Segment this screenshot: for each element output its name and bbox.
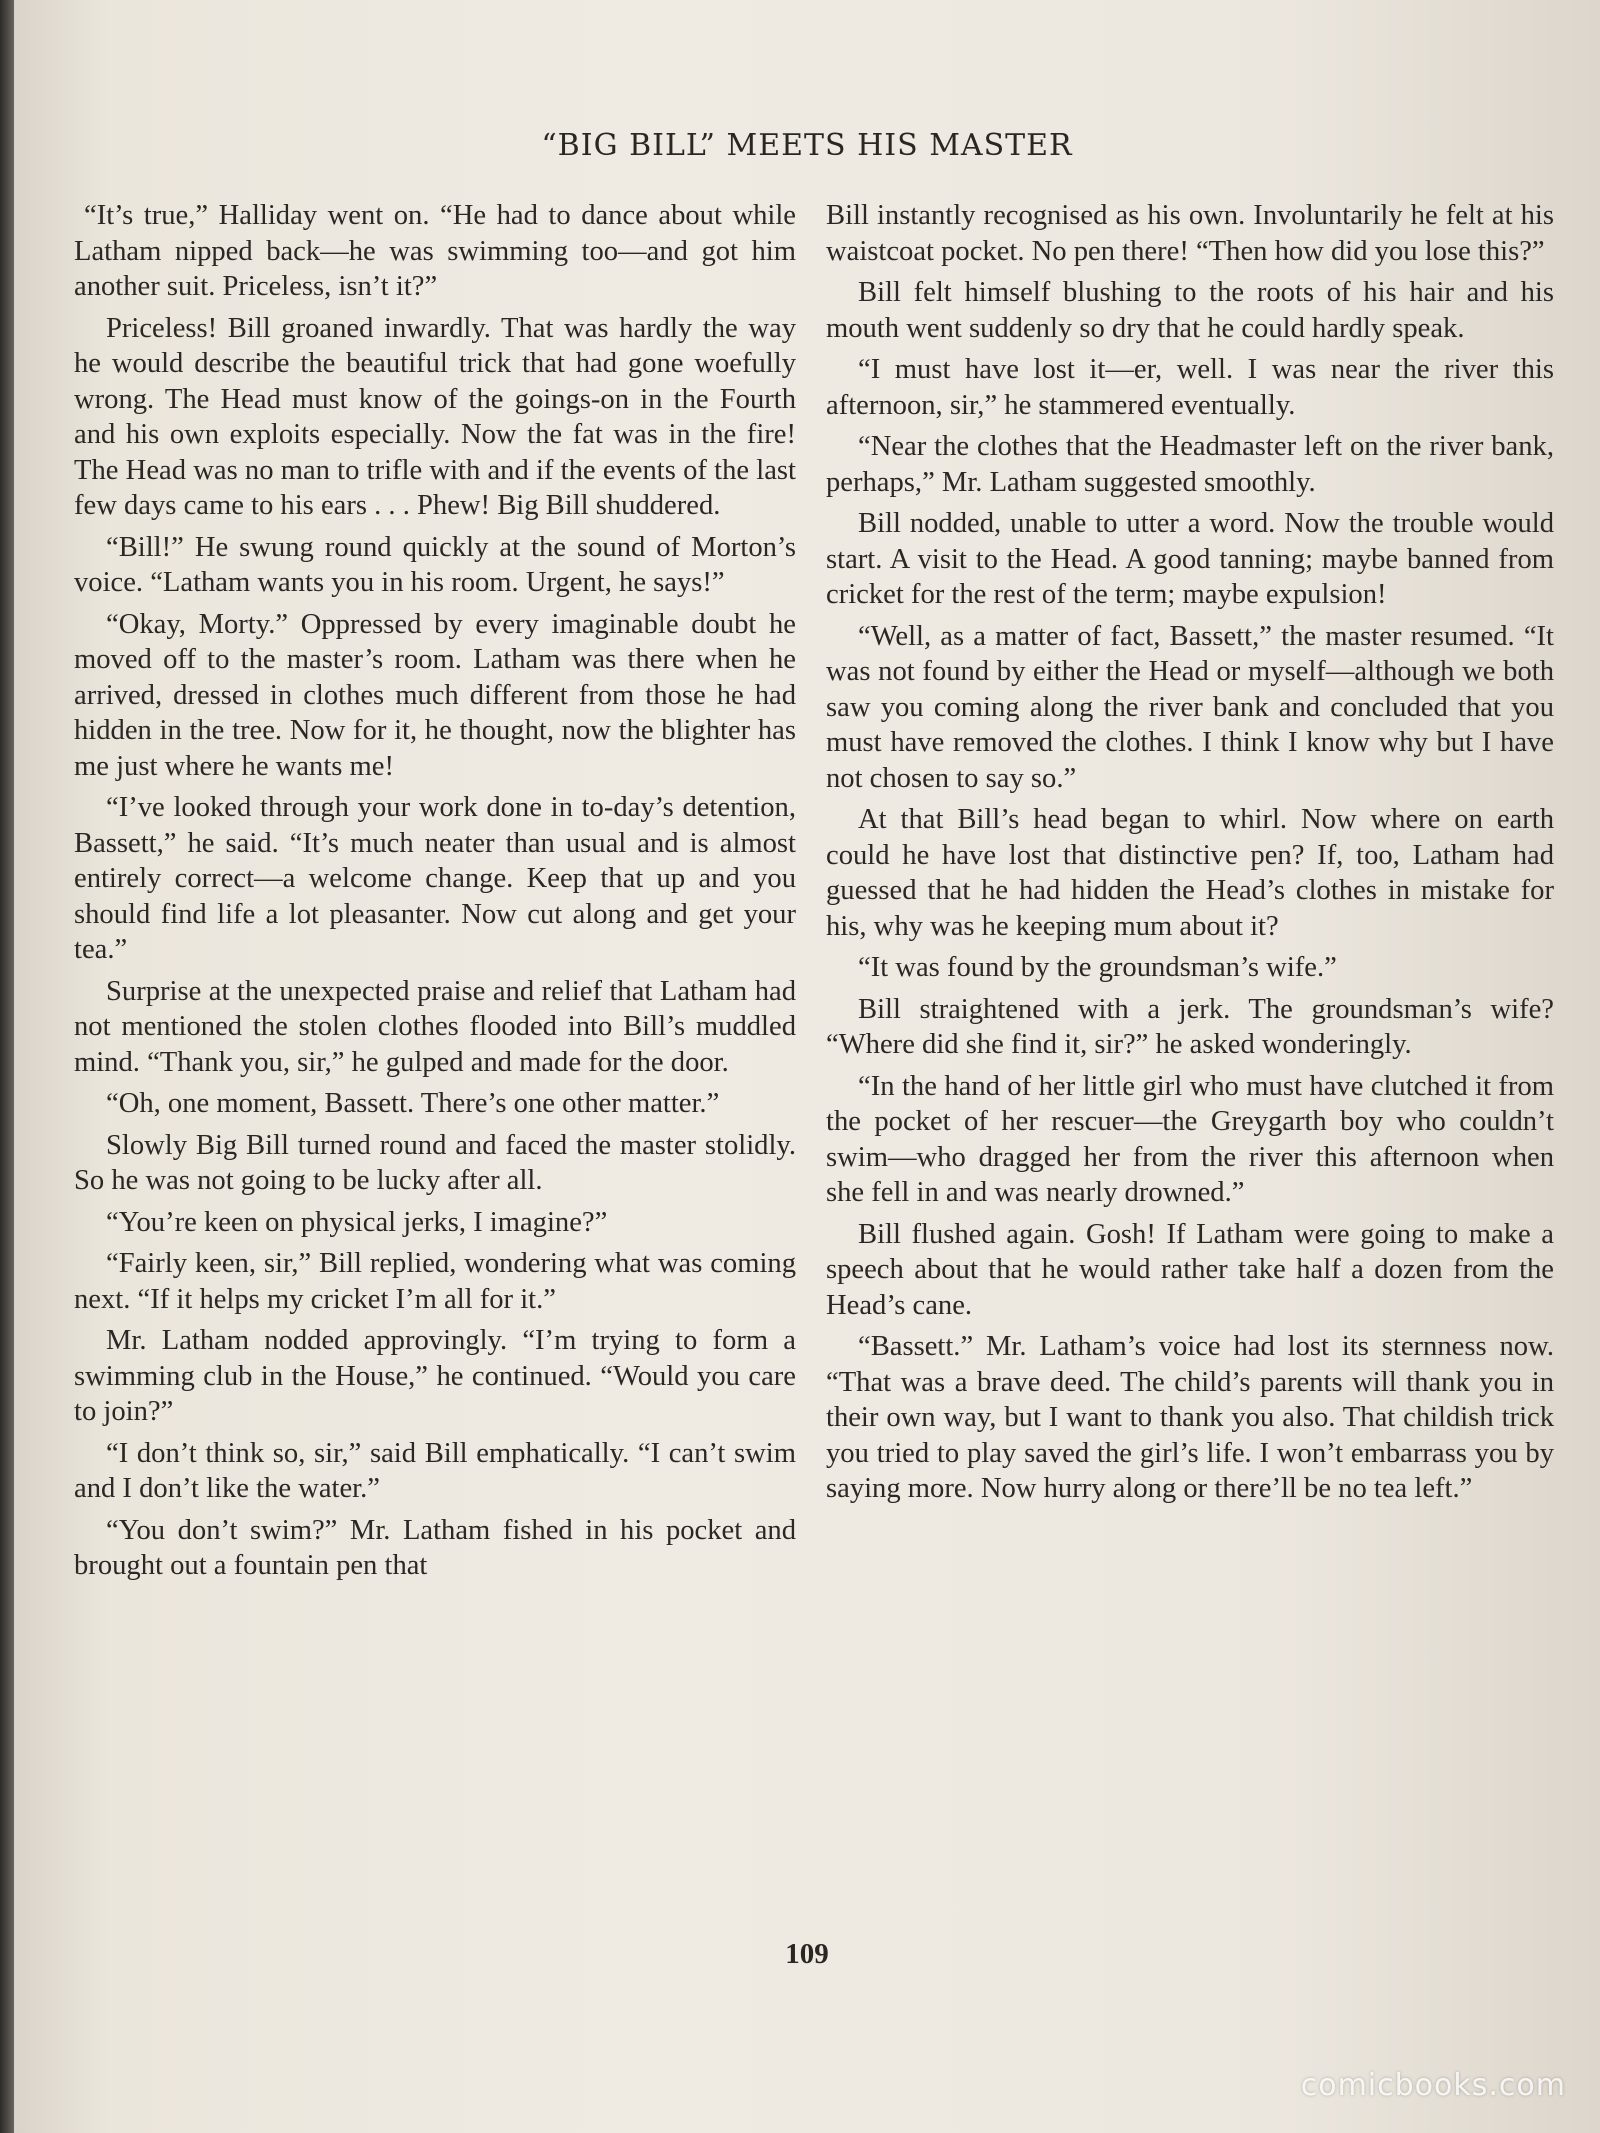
book-page [14,0,1600,2133]
paragraph: Priceless! Bill groaned inwardly. That was hardly the way he would describe the beautiful trick that had gone woefully wrong. The Head must know of the goings-on in the Fourth and his own exploits especially. Now the fat was in the fire! The Head was no man to trifle with and if the events of the last few days came to his ears . . . Phew! Big Bill shuddered. [74,312,796,521]
page-number: 109 [785,1938,829,1970]
paragraph: “In the hand of her little girl who must have clutched it from the pocket of her rescuer—the Greygarth boy who couldn’t swim—who dragged her from the river this afternoon when she fell in and was nearly drowned.” [826,1070,1554,1208]
paragraph: “Well, as a matter of fact, Bassett,” the master resumed. “It was not found by either the Head or myself—although we both saw you coming along the river bank and concluded that you must have removed the clothes. I think I know why but I have not chosen to say so.” [826,620,1554,794]
paragraph: “I’ve looked through your work done in to-day’s detention, Bassett,” he said. “It’s much neater than usual and is almost entirely correct—a welcome change. Keep that up and you should find life a lot pleasanter. Now cut along and get your tea.” [74,792,796,965]
paragraph: Bill instantly recognised as his own. Involuntarily he felt at his waistcoat pocket. No pen there! “Then how did you lose this?” [826,200,1554,267]
paragraph: “You don’t swim?” Mr. Latham fished in his pocket and brought out a fountain pen that [74,1514,796,1581]
paragraph: “You’re keen on physical jerks, I imagine?” [106,1206,608,1238]
paragraph: “Fairly keen, sir,” Bill replied, wondering what was coming next. “If it helps my cricket I’m all for it.” [74,1248,796,1315]
paragraph: Bill felt himself blushing to the roots of his hair and his mouth went suddenly so dry that he could hardly speak. [826,277,1554,344]
paragraph: “Bassett.” Mr. Latham’s voice had lost its sternness now. “That was a brave deed. The child’s parents will thank you in their own way, but I want to thank you also. That childish trick you tried to play saved the girl’s life. I won’t embarrass you by saying more. Now hurry along or there’ll be no tea left.” [826,1331,1554,1504]
paragraph: At that Bill’s head began to whirl. Now where on earth could he have lost that distinctive pen? If, too, Latham had guessed that he had hidden the Head’s clothes in mistake for his, why was he keeping mum about it? [826,804,1554,942]
running-header: “BIG BILL” MEETS HIS MASTER [541,128,1073,163]
paragraph: Surprise at the unexpected praise and relief that Latham had not mentioned the stolen clothes flooded into Bill’s muddled mind. “Thank you, sir,” he gulped and made for the door. [74,975,796,1078]
paragraph: “Near the clothes that the Headmaster left on the river bank, perhaps,” Mr. Latham suggested smoothly. [826,431,1554,498]
paragraph: “I must have lost it—er, well. I was near the river this afternoon, sir,” he stammered eventually. [826,354,1554,421]
paragraph: Mr. Latham nodded approvingly. “I’m trying to form a swimming club in the House,” he continued. “Would you care to join?” [74,1325,796,1427]
paragraph: “It’s true,” Halliday went on. “He had to dance about while Latham nipped back—he was swimming too—and got him another suit. Priceless, isn’t it?” [74,200,796,302]
paragraph: Bill straightened with a jerk. The groundsman’s wife? “Where did she find it, sir?” he asked wonderingly. [826,993,1554,1060]
paragraph: Bill flushed again. Gosh! If Latham were going to make a speech about that he would rather take half a dozen from the Head’s cane. [826,1218,1554,1321]
paragraph: “Bill!” He swung round quickly at the sound of Morton’s voice. “Latham wants you in his room. Urgent, he says!” [74,531,796,598]
paragraph: “It was found by the groundsman’s wife.” [858,952,1337,983]
paragraph: “I don’t think so, sir,” said Bill emphatically. “I can’t swim and I don’t like the water.” [74,1437,796,1504]
right-column [826,198,1554,1513]
book-spine [0,0,14,2133]
paragraph: Bill nodded, unable to utter a word. Now the trouble would start. A visit to the Head. A good tanning; maybe banned from cricket for the rest of the term; maybe expulsion! [826,508,1554,610]
left-column [74,198,796,1590]
paragraph: Slowly Big Bill turned round and faced the master stolidly. So he was not going to be lucky after all. [74,1129,796,1196]
watermark-logo: comicbooks.com [1300,2068,1566,2103]
paragraph: “Oh, one moment, Bassett. There’s one other matter.” [106,1088,720,1119]
paragraph: “Okay, Morty.” Oppressed by every imaginable doubt he moved off to the master’s room. Latham was there when he arrived, dressed in clothes much different from those he had hidden in the tree. Now for it, he thought, now the blighter has me just where he wants me! [74,608,796,782]
